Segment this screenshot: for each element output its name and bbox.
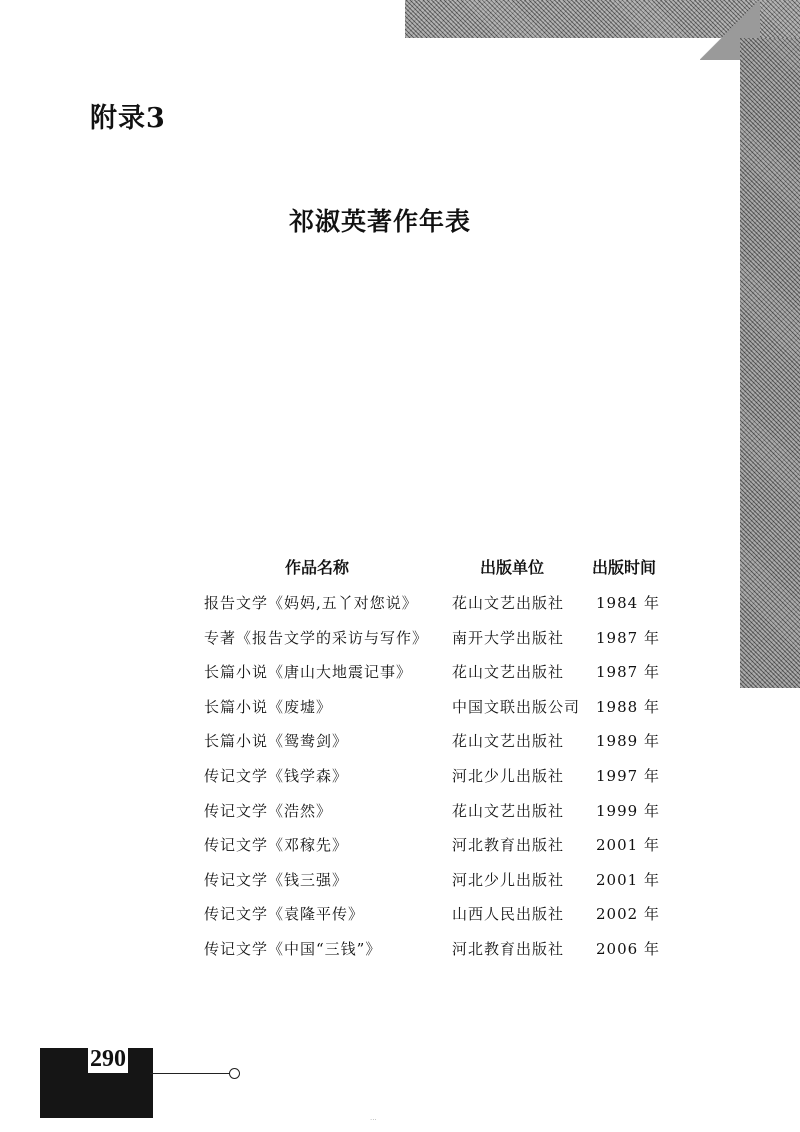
work-publisher: 河北少儿出版社: [452, 870, 565, 889]
table-row: [0, 828, 800, 863]
page-number: 290: [90, 1046, 126, 1072]
table-row: [0, 655, 800, 690]
work-publisher: 河北教育出版社: [452, 939, 565, 958]
work-year: 1999 年: [596, 801, 660, 820]
work-title: 长篇小说《废墟》: [204, 697, 333, 716]
work-year: 2006 年: [596, 939, 660, 958]
work-year: 1987 年: [596, 663, 660, 682]
work-title: 传记文学《袁隆平传》: [204, 905, 365, 924]
works-table: [0, 586, 800, 967]
table-row: [0, 759, 800, 794]
work-year: 2001 年: [596, 870, 660, 889]
table-row: [0, 863, 800, 898]
work-title: 传记文学《中国“三钱”》: [204, 939, 382, 958]
table-row: [0, 690, 800, 725]
work-title: 报告文学《妈妈,五丫对您说》: [204, 594, 418, 612]
page-title: 祁淑英著作年表: [288, 207, 471, 236]
work-title: 长篇小说《唐山大地震记事》: [204, 663, 413, 682]
work-year: 1989 年: [596, 732, 660, 751]
appendix-label: 附录3: [90, 103, 166, 134]
footer-rule: [150, 1073, 230, 1074]
work-year: 1997 年: [596, 766, 660, 785]
work-publisher: 花山文艺出版社: [452, 594, 565, 612]
table-row: [0, 897, 800, 932]
column-header-year: 出版时间: [592, 558, 657, 577]
table-row: [0, 724, 800, 759]
column-header-publisher: 出版单位: [480, 558, 545, 577]
work-year: 1987 年: [596, 628, 660, 647]
column-header-title: 作品名称: [285, 558, 350, 577]
work-publisher: 河北少儿出版社: [452, 766, 565, 785]
work-year: 2002 年: [596, 905, 660, 924]
work-publisher: 中国文联出版公司: [452, 697, 581, 716]
footer-circle-mark: [229, 1068, 240, 1079]
work-publisher: 山西人民出版社: [452, 905, 565, 924]
work-title: 传记文学《钱三强》: [204, 870, 349, 889]
table-row: [0, 586, 800, 621]
table-row: [0, 932, 800, 967]
work-year: 1984 年: [596, 594, 660, 612]
work-publisher: 花山文艺出版社: [452, 663, 565, 682]
work-title: 专著《报告文学的采访与写作》: [204, 628, 429, 647]
work-title: 长篇小说《鸳鸯剑》: [204, 732, 349, 751]
work-publisher: 花山文艺出版社: [452, 732, 565, 751]
table-row: [0, 621, 800, 656]
work-publisher: 河北教育出版社: [452, 836, 565, 855]
work-title: 传记文学《浩然》: [204, 801, 333, 820]
work-year: 2001 年: [596, 836, 660, 855]
work-year: 1988 年: [596, 697, 660, 716]
work-publisher: 南开大学出版社: [452, 628, 565, 647]
work-title: 传记文学《邓稼先》: [204, 836, 349, 855]
table-row: [0, 794, 800, 829]
work-title: 传记文学《钱学森》: [204, 766, 349, 785]
footer-stamp: ...: [370, 1114, 377, 1122]
work-publisher: 花山文艺出版社: [452, 801, 565, 820]
